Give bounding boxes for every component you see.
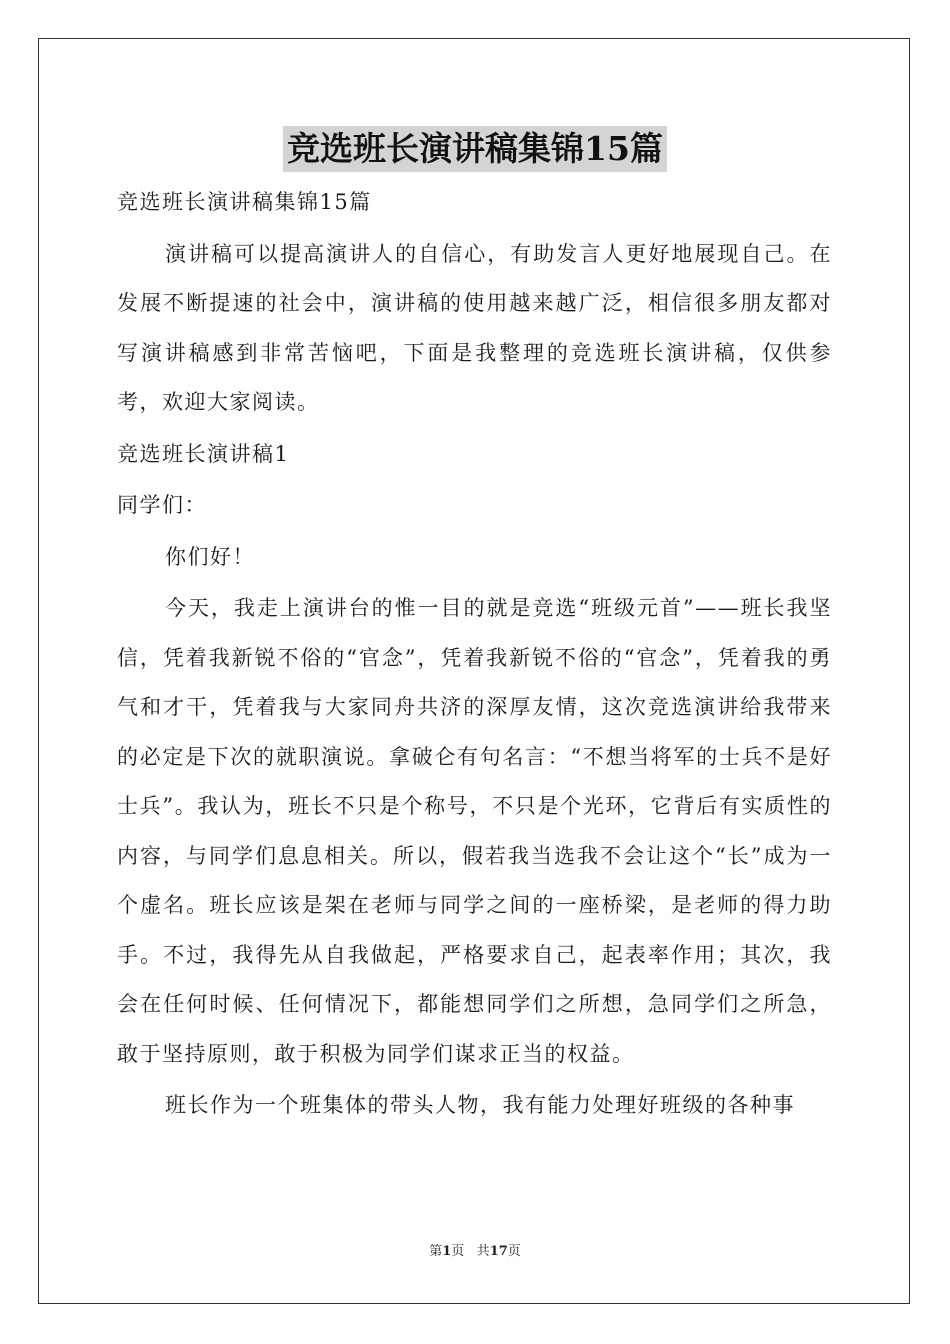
footer-page-suffix: 页 [451,1244,465,1259]
footer-total-suffix: 页 [507,1244,521,1259]
section-heading: 竞选班长演讲稿1 [117,441,290,466]
document-subtitle: 竞选班长演讲稿集锦15篇 [117,190,372,214]
footer-total-pages: 17 [489,1244,508,1259]
body-paragraph: 今天，我走上演讲台的惟一目的就是竞选“班级元首”——班长我坚信，凭着我新锐不俗的“官念”，凭着我新锐不俗的“官念”，凭着我的勇气和才干，凭着我与大家同舟共济的深厚友情，这次竞选演讲给我带来的必定是下次的就职演说。拿破仑有句名言：“不想当将军的士兵不是好士兵”。我认为，班长不只是个称号，不只是个光环，它背后有实质性的内容，与同学们息息相关。所以，假若我当选我不会让这个“长”成为一个虚名。班长应该是架在老师与同学之间的一座桥梁，是老师的得力助手。不过，我得先从自我做起，严格要求自己，起表率作用；其次，我会在任何时候、任何情况下，都能想同学们之所想，急同学们之所急，敢于坚持原则，敢于积极为同学们谋求正当的权益。 [117,596,832,1066]
salutation: 同学们： [117,493,207,517]
footer-prefix: 第 [429,1244,443,1259]
body-paragraph: 班长作为一个班集体的带头人物，我有能力处理好班级的各种事 [165,1093,795,1117]
document-title-container [0,126,950,172]
footer-total-prefix: 共 [476,1244,490,1259]
footer-page-number: 1 [442,1244,452,1259]
greeting: 你们好！ [165,544,255,569]
intro-paragraph: 演讲稿可以提高演讲人的自信心，有助发言人更好地展现自己。在发展不断提速的社会中，演讲稿的使用越来越广泛，相信很多朋友都对写演讲稿感到非常苦恼吧，下面是我整理的竞选班长演讲稿，仅供参考，欢迎大家阅读。 [117,241,832,414]
page-footer [0,1240,950,1259]
document-body [117,178,832,1131]
document-title: 竞选班长演讲稿集锦15篇 [283,126,667,172]
